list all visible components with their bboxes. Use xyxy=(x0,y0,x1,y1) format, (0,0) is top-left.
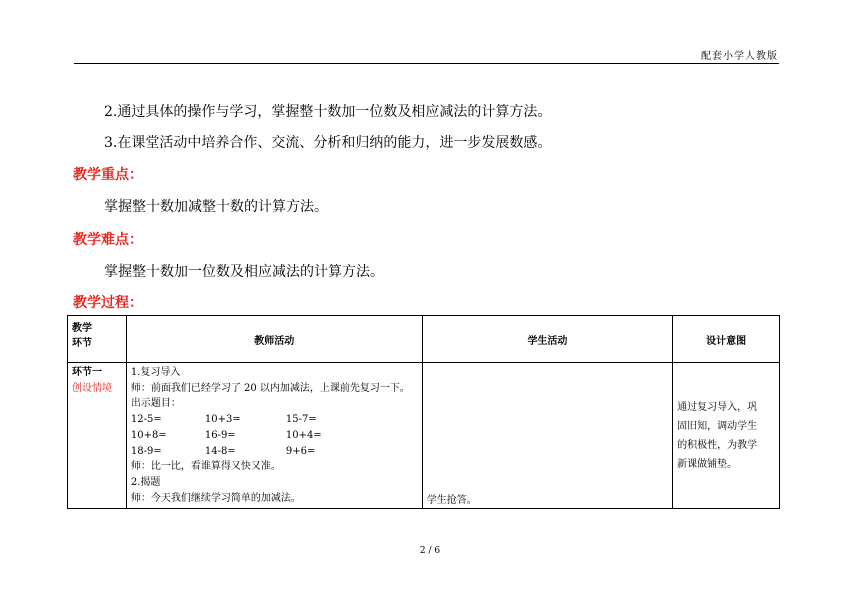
key-point-text: 掌握整十数加减整十数的计算方法。 xyxy=(104,199,328,215)
exercise-item: 14-8= xyxy=(204,445,236,457)
student-activity-cell xyxy=(422,363,672,509)
header-phase-line2: 环节 xyxy=(72,338,92,349)
design-intent-cell xyxy=(673,363,780,509)
exercise-item: 10+8= xyxy=(130,429,167,441)
process-heading: 教学过程： xyxy=(73,295,143,311)
exercise-row xyxy=(131,428,418,444)
exercise-item: 10+3= xyxy=(204,414,241,426)
teacher-show: 出示题目： xyxy=(130,398,181,410)
exercise-item: 10+4= xyxy=(285,429,322,441)
difficulty-heading: 教学难点： xyxy=(73,232,143,248)
teacher-step2: 2.揭题 xyxy=(130,476,161,488)
lesson-plan-table xyxy=(67,315,780,509)
exercise-item: 9+6= xyxy=(285,445,316,457)
key-point-heading: 教学重点： xyxy=(73,167,143,183)
exercise-item: 15-7= xyxy=(285,414,317,426)
difficulty-text: 掌握整十数加一位数及相应减法的计算方法。 xyxy=(104,264,384,280)
teacher-intro: 师：前面我们已经学习了 20 以内加减法，上课前先复习一下。 xyxy=(130,382,410,394)
teacher-step1: 1.复习导入 xyxy=(130,367,181,378)
header-teacher: 教师活动 xyxy=(126,316,422,363)
table-row xyxy=(68,363,780,509)
exercise-row xyxy=(131,444,418,460)
exercise-item: 16-9= xyxy=(204,429,236,441)
exercise-item: 12-5= xyxy=(130,414,162,426)
exercise-row xyxy=(131,412,418,428)
page-number: 2 / 6 xyxy=(419,546,441,556)
exercise-item: 18-9= xyxy=(130,445,162,457)
header-publisher: 配套小学人教版 xyxy=(701,51,778,62)
teacher-compare: 师：比一比，看谁算得又快又准。 xyxy=(130,461,281,473)
phase-name: 创设情境 xyxy=(72,382,112,394)
header-phase-line1: 教学 xyxy=(72,323,92,334)
table-header-row xyxy=(68,316,780,363)
objective-3: 3.在课堂活动中培养合作、交流、分析和归纳的能力，进一步发展数感。 xyxy=(104,135,552,151)
design-line: 通过复习导入，巩 xyxy=(677,401,758,413)
design-line: 的积极性，为教学 xyxy=(677,439,758,451)
phase-cell xyxy=(68,363,127,509)
header-divider xyxy=(74,63,779,64)
phase-number: 环节一 xyxy=(72,367,102,378)
header-student: 学生活动 xyxy=(422,316,672,363)
design-line: 固旧知，调动学生 xyxy=(677,420,758,432)
student-activity-text: 学生抢答。 xyxy=(426,495,477,507)
header-design: 设计意图 xyxy=(673,316,780,363)
teacher-activity-cell xyxy=(126,363,422,509)
teacher-reveal: 师：今天我们继续学习简单的加减法。 xyxy=(130,492,301,504)
header-phase xyxy=(68,316,127,363)
objective-2: 2.通过具体的操作与学习，掌握整十数加一位数及相应减法的计算方法。 xyxy=(104,104,552,120)
design-line: 新课做铺垫。 xyxy=(677,458,738,470)
